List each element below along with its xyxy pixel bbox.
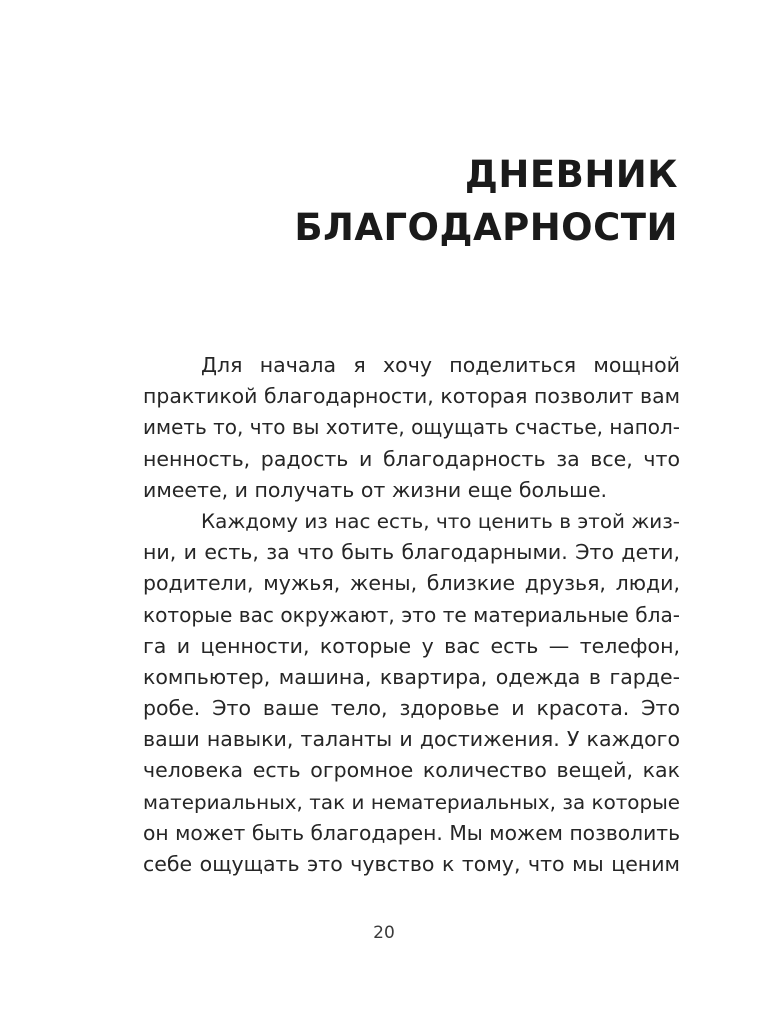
paragraph-2-line-11: он может быть благодарен. Мы можем позволить [143, 820, 680, 845]
paragraph-1-line-3: иметь то, что вы хотите, ощущать счастье, напол- [143, 415, 680, 440]
paragraph-1-line-2: практикой благодарности, которая позволит вам [143, 384, 680, 409]
paragraph-2-line-6: компьютер, машина, квартира, одежда в гарде- [143, 664, 680, 689]
paragraph-1-line-4: ненность, радость и благодарность за все, что [143, 446, 680, 471]
paragraph-2-line-4: которые вас окружают, это те материальные бла- [143, 602, 680, 627]
paragraph-2-line-8: ваши навыки, таланты и достижения. У каждого [143, 727, 680, 752]
chapter-title-line-2: БЛАГОДАРНОСТИ [294, 206, 678, 249]
paragraph-2-line-3: родители, мужья, жены, близкие друзья, люди, [143, 571, 680, 596]
body-text [143, 350, 680, 880]
paragraph-2-line-1: Каждому из нас есть, что ценить в этой жиз- [201, 509, 680, 533]
paragraph-1-line-5: имеете, и получать от жизни еще больше. [143, 477, 608, 502]
paragraph-2-line-5: га и ценности, которые у вас есть — телефон, [143, 633, 680, 658]
paragraph-2-line-9: человека есть огромное количество вещей, как [143, 758, 680, 783]
paragraph-2-line-10: материальных, так и нематериальных, за которые [143, 790, 680, 814]
paragraph-2-line-12: себе ощущать это чувство к тому, что мы ценим [143, 852, 680, 876]
paragraph-1-line-1: Для начала я хочу поделиться мощной [201, 353, 680, 377]
paragraph-2-line-7: робе. Это ваше тело, здоровье и красота. Это [143, 696, 680, 721]
paragraph-2-line-2: ни, и есть, за что быть благодарными. Это дети, [143, 540, 680, 565]
chapter-title-line-1: ДНЕВНИК [464, 153, 678, 196]
chapter-title [294, 148, 678, 254]
page-number: 20 [373, 923, 395, 943]
